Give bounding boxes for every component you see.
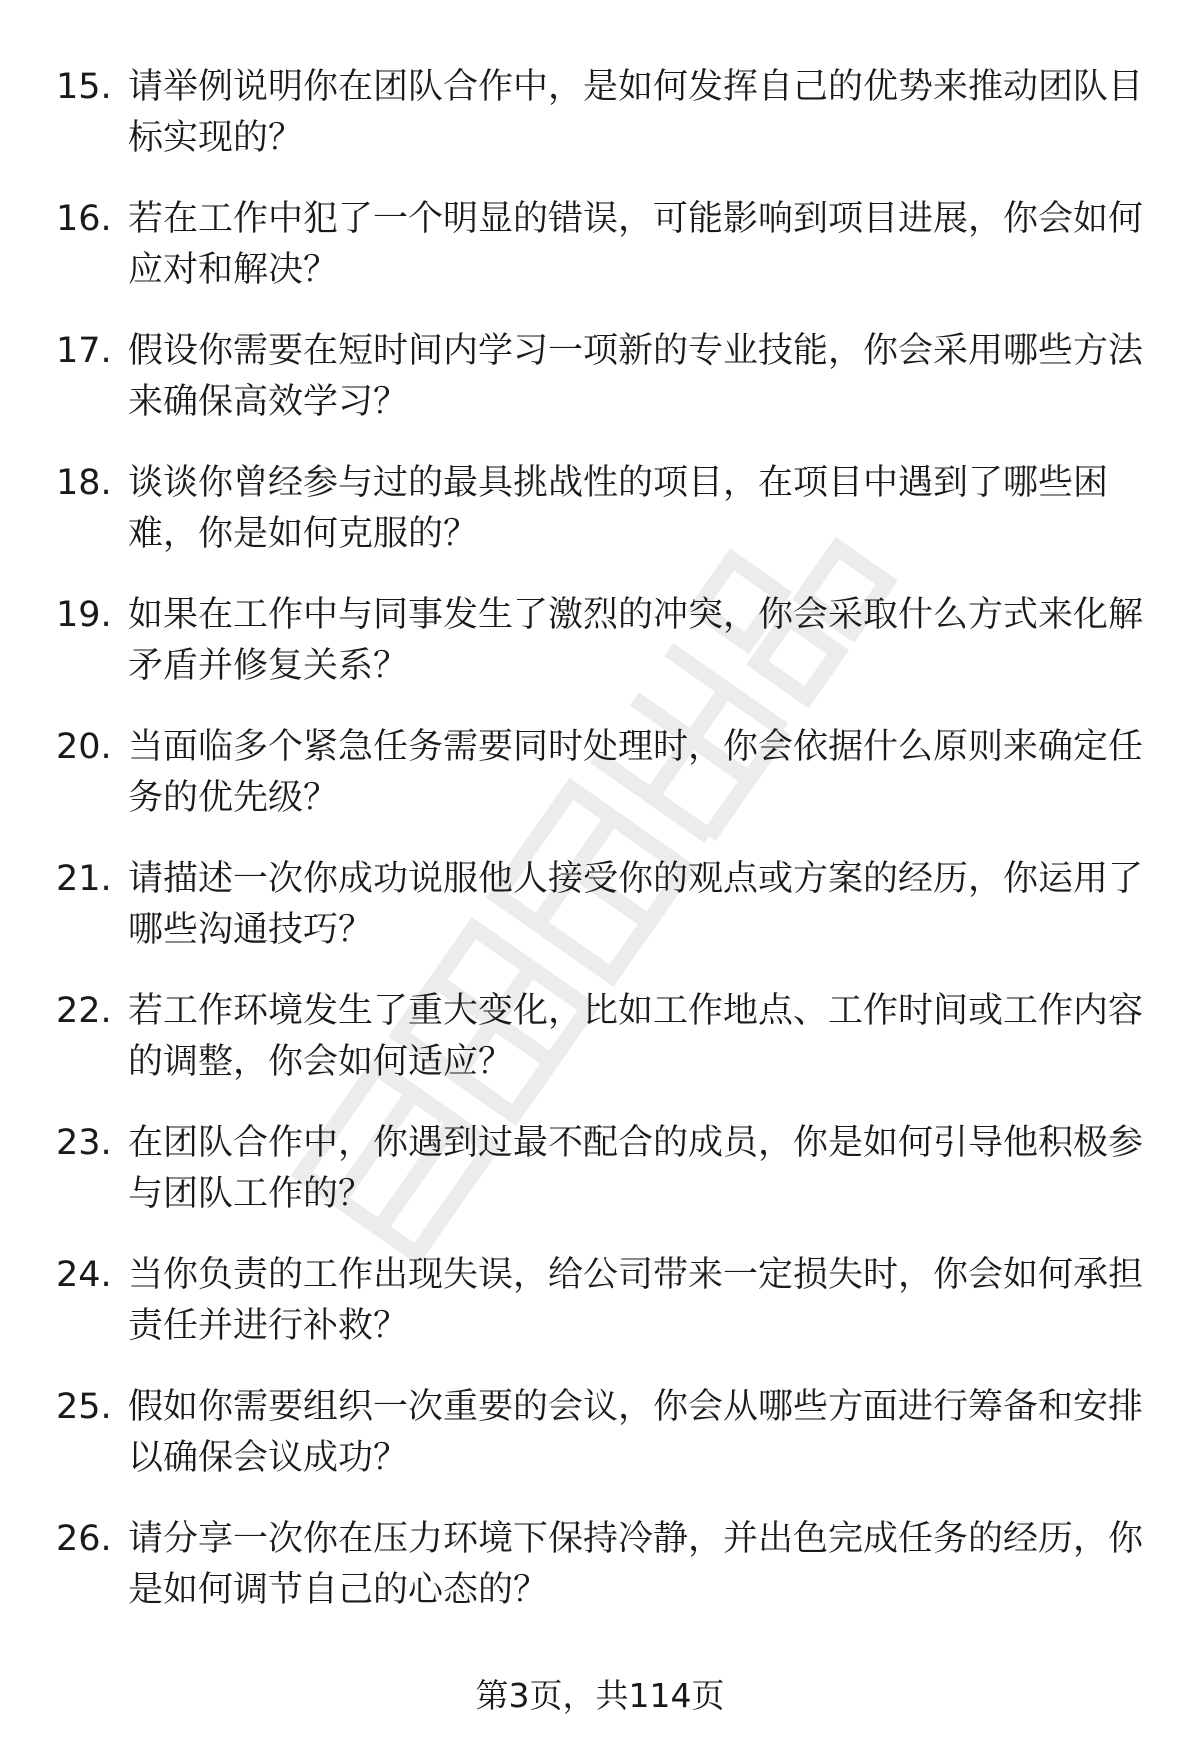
question-text: 在团队合作中，你遇到过最不配合的成员，你是如何引导他积极参与团队工作的？ <box>128 1123 1144 1214</box>
question-text: 当你负责的工作出现失误，给公司带来一定损失时，你会如何承担责任并进行补救？ <box>128 1255 1144 1346</box>
question-list <box>0 62 1200 1646</box>
question-number: 20. <box>56 727 112 767</box>
question-number: 23. <box>56 1123 112 1163</box>
question-text: 如果在工作中与同事发生了激烈的冲突，你会采取什么方式来化解矛盾并修复关系？ <box>128 595 1144 686</box>
question-text: 假设你需要在短时间内学习一项新的专业技能，你会采用哪些方法来确保高效学习？ <box>128 331 1144 422</box>
question-text: 当面临多个紧急任务需要同时处理时，你会依据什么原则来确定任务的优先级？ <box>128 727 1144 818</box>
list-item <box>0 1382 1200 1514</box>
list-item <box>0 326 1200 458</box>
list-item <box>0 62 1200 194</box>
question-text: 若工作环境发生了重大变化，比如工作地点、工作时间或工作内容的调整，你会如何适应？ <box>128 991 1144 1082</box>
question-text: 请举例说明你在团队合作中，是如何发挥自己的优势来推动团队目标实现的？ <box>128 67 1144 158</box>
question-number: 25. <box>56 1387 112 1427</box>
list-item <box>0 986 1200 1118</box>
question-number: 16. <box>56 199 112 239</box>
question-text: 若在工作中犯了一个明显的错误，可能影响到项目进展，你会如何应对和解决？ <box>128 199 1144 290</box>
list-item <box>0 590 1200 722</box>
list-item <box>0 194 1200 326</box>
question-number: 17. <box>56 331 112 371</box>
list-item <box>0 1514 1200 1646</box>
question-text: 谈谈你曾经参与过的最具挑战性的项目，在项目中遇到了哪些困难，你是如何克服的？ <box>128 463 1109 554</box>
question-number: 22. <box>56 991 112 1031</box>
list-item <box>0 1118 1200 1250</box>
list-item <box>0 1250 1200 1382</box>
list-item <box>0 458 1200 590</box>
list-item <box>0 722 1200 854</box>
question-number: 26. <box>56 1519 112 1559</box>
question-text: 请描述一次你成功说服他人接受你的观点或方案的经历，你运用了哪些沟通技巧？ <box>128 859 1144 950</box>
page-footer: 第3页，共114页 <box>475 1676 725 1715</box>
question-number: 15. <box>56 67 112 107</box>
question-number: 19. <box>56 595 112 635</box>
question-number: 21. <box>56 859 112 899</box>
question-number: 24. <box>56 1255 112 1295</box>
question-number: 18. <box>56 463 112 503</box>
question-text: 假如你需要组织一次重要的会议，你会从哪些方面进行筹备和安排以确保会议成功？ <box>128 1387 1144 1478</box>
question-text: 请分享一次你在压力环境下保持冷静，并出色完成任务的经历，你是如何调节自己的心态的？ <box>128 1519 1144 1610</box>
list-item <box>0 854 1200 986</box>
